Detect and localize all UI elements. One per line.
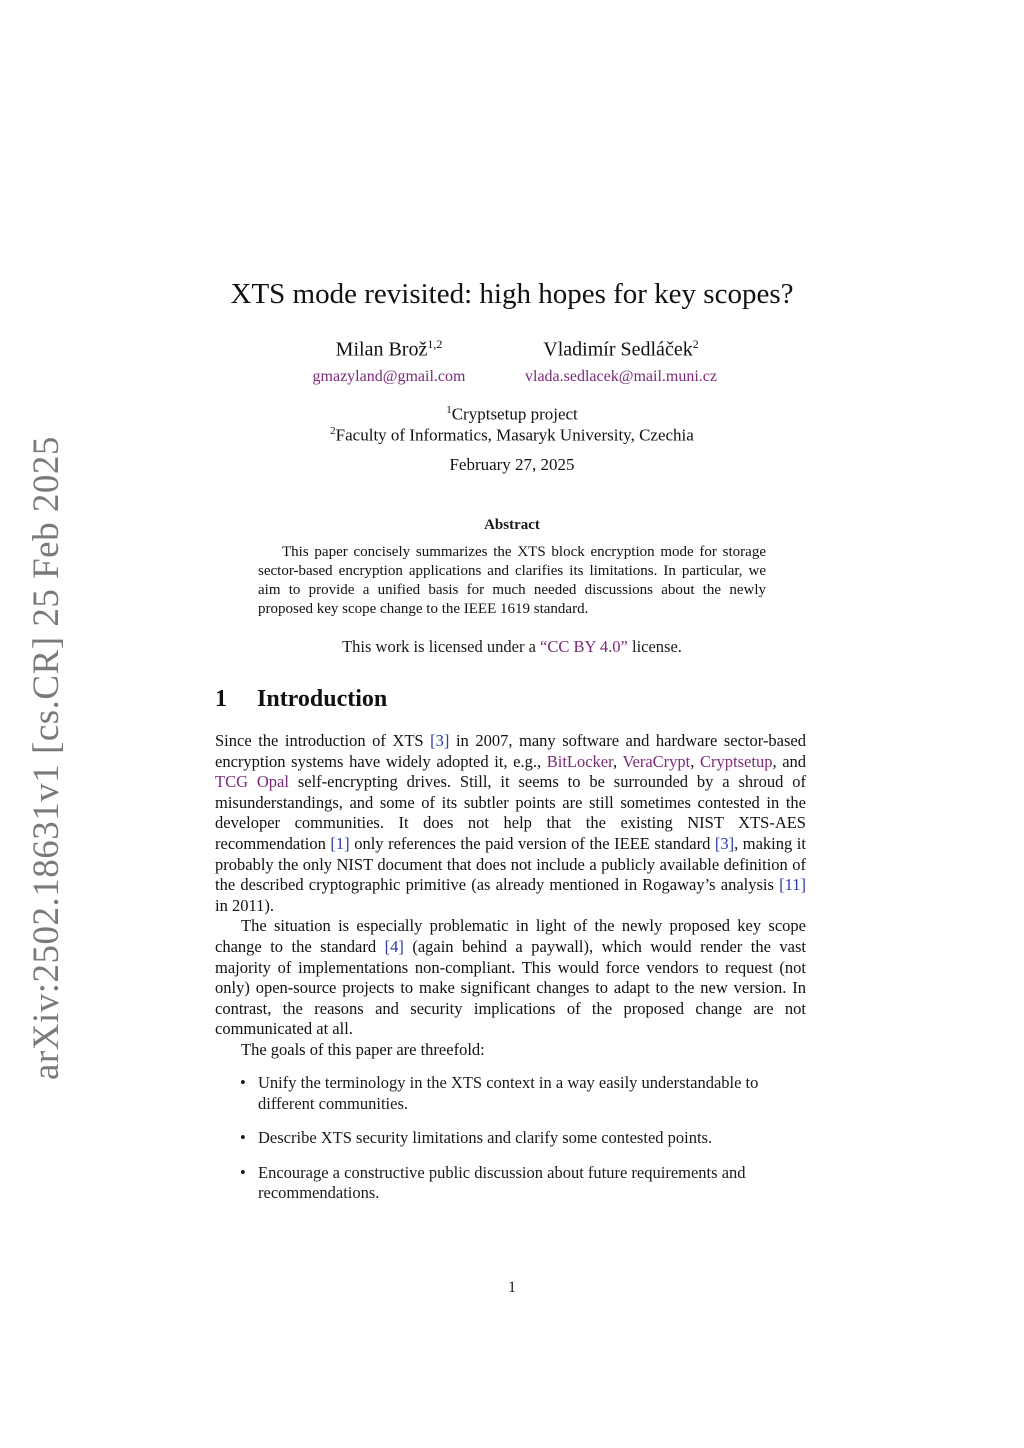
license-link[interactable]: “CC BY 4.0” <box>540 637 628 656</box>
citation-link[interactable]: [3] <box>714 833 735 853</box>
affiliation: $^2$Faculty of Informatics, Masaryk University, Czechia <box>330 425 694 445</box>
cryptsetup-link[interactable]: Cryptsetup <box>700 751 773 771</box>
list-item: • Encourage a constructive public discussion about future requirements and recommendations. <box>240 1162 746 1203</box>
section-body <box>215 731 806 1061</box>
veracrypt-link[interactable]: VeraCrypt <box>622 751 691 771</box>
paper-title: XTS mode revisited: high hopes for key scopes? <box>230 278 794 310</box>
author-email-link[interactable]: gmazyland@gmail.com <box>312 367 466 385</box>
page-number: 1 <box>508 1279 516 1296</box>
author-block <box>505 337 737 386</box>
citation-link[interactable]: [11] <box>779 875 806 895</box>
bullet-icon: • <box>240 1073 246 1092</box>
list-item: • Unify the terminology in the XTS context in a way easily understandable to different communities. <box>240 1073 759 1113</box>
tcg-opal-link[interactable]: TCG Opal <box>215 772 289 792</box>
bullet-icon: • <box>240 1162 246 1182</box>
license-statement: This work is licensed under a “CC BY 4.0” license. <box>342 637 682 656</box>
section-title: Introduction <box>257 686 388 712</box>
section-number: 1 <box>215 686 227 712</box>
author-email-link[interactable]: vlada.sedlacek@mail.muni.cz <box>525 367 717 385</box>
goals-list <box>215 1073 806 1218</box>
abstract-text: This paper concisely summarizes the XTS block encryption mode for storage sector-based encryption applications and clarifies its limitations. In particular, we aim to provide a unified basis for much needed discussions about the newly proposed key scope change to the IEEE 1619 standard. <box>258 544 766 617</box>
paragraph: The situation is especially problematic in light of the newly proposed key scope change to the standard [4] (again behind a paywall), which would render the vast majority of implementations non-compliant. This would force vendors to request (not only) open-source projects to make significant changes to adapt to the new version. In contrast, the reasons and security implications of the proposed change are not communicated at all. <box>215 916 806 1039</box>
citation-link[interactable]: [3] <box>430 731 450 750</box>
author-block <box>272 337 506 386</box>
bullet-icon: • <box>240 1128 246 1148</box>
affiliation: $^1$Cryptsetup project <box>446 404 578 424</box>
paragraph: Since the introduction of XTS [3] in 2007, many software and hardware sector-based encryption systems have widely adopted it, e.g., BitLocker, VeraCrypt, Cryptsetup, and TCG Opal self-encrypting drives. Still, it seems to be surrounded by a shroud of misunderstandings, and some of its subtler points are still sometimes contested in the developer communities. It does not help that the existing NIST XTS-AES recommendation [1] only references the paid version of the IEEE standard [3], making it probably the only NIST document that does not include a publicly available definition of the described cryptographic primitive (as already mentioned in Rogaway’s analysis [11] in 2011). <box>215 731 807 915</box>
bitlocker-link[interactable]: BitLocker <box>546 751 613 771</box>
author-name: Vladimír Sedláček$^2$ <box>543 337 699 361</box>
section-heading <box>215 686 387 713</box>
publication-date: February 27, 2025 <box>449 455 575 474</box>
paragraph: The goals of this paper are threefold: <box>241 1039 485 1059</box>
arxiv-identifier: arXiv:2502.18631v1 [cs.CR] 25 Feb 2025 <box>26 436 67 1080</box>
citation-link[interactable]: [4] <box>384 936 404 956</box>
citation-link[interactable]: [1] <box>330 833 350 853</box>
author-name: Milan Brož$^{1,2}$ <box>335 337 443 361</box>
list-item: • Describe XTS security limitations and clarify some contested points. <box>240 1128 713 1148</box>
abstract-heading: Abstract <box>484 517 540 533</box>
